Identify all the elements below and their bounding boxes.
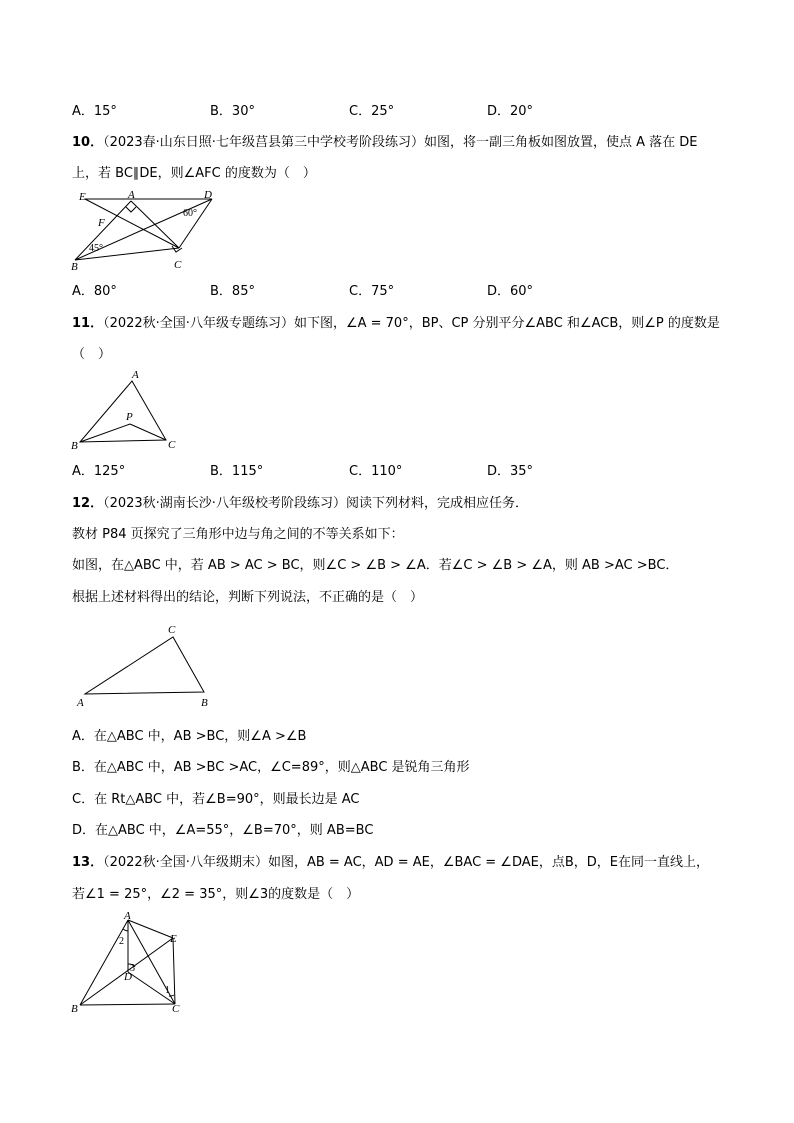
q13-stem-line1	[72, 854, 709, 872]
q11-label-c: C	[168, 439, 176, 451]
q12-material-2: 如图，在△ABC 中，若 AB > AC > BC，则∠C > ∠B > ∠A．若∠C > ∠B > ∠A，则 AB >AC >BC．	[72, 558, 679, 573]
q11-figure	[68, 368, 188, 453]
q11-number: 11．	[72, 316, 104, 331]
q11-option-a: A．125°	[72, 464, 126, 479]
q10-number: 10．	[72, 135, 104, 150]
q13-figure	[66, 908, 196, 1018]
q10-label-b: B	[71, 261, 78, 272]
q12-source: （2023秋·湖南长沙·八年级校考阶段练习）	[103, 496, 346, 511]
q12-option-b: B．在△ABC 中，AB >BC >AC，∠C=89°，则△ABC 是锐角三角形	[72, 760, 470, 775]
q13-label-a: A	[124, 910, 131, 922]
q12-option-a: A．在△ABC 中，AB >BC，则∠A >∠B	[72, 729, 307, 744]
q12-option-c: C．在 Rt△ABC 中，若∠B=90°，则最长边是 AC	[72, 792, 360, 807]
q11-label-p: P	[126, 411, 133, 423]
q11-stem-line2: （ ）	[72, 347, 112, 362]
q11-label-b: B	[71, 440, 78, 452]
q13-label-3: 3	[130, 963, 135, 974]
q13-label-1: 1	[165, 985, 170, 996]
q13-source: （2022秋·全国·八年级期末）	[103, 855, 268, 870]
q12-material-1: 教材 P84 页探究了三角形中边与角之间的不等关系如下：	[72, 527, 404, 542]
q13-label-e: E	[170, 933, 177, 945]
q11-source: （2022秋·全国·八年级专题练习）	[103, 316, 294, 331]
q13-number: 13．	[72, 855, 104, 870]
q11-label-a: A	[132, 369, 139, 381]
q11-option-b: B．115°	[210, 464, 264, 479]
q10-label-45: 45°	[89, 243, 103, 254]
q9-option-a: A．15°	[72, 104, 117, 119]
q10-option-a: A．80°	[72, 284, 117, 299]
q12-option-d: D．在△ABC 中，∠A=55°，∠B=70°，则 AB=BC	[72, 823, 374, 838]
q12-stem: 阅读下列材料，完成相应任务．	[345, 496, 528, 511]
q13-stem-line2: 若∠1 = 25°，∠2 = 35°，则∠3的度数是（ ）	[72, 887, 360, 902]
q10-option-c: C．75°	[349, 284, 395, 299]
q11-option-c: C．110°	[349, 464, 403, 479]
q13-stem-a: 如图，AB = AC，AD = AE，∠BAC = ∠DAE，点B，D，E在同一直线上，	[267, 855, 709, 870]
q10-label-e: E	[79, 191, 86, 203]
q12-label-a: A	[77, 697, 84, 709]
q10-stem-a: 如图，将一副三角板如图放置，使点 A 落在 DE	[423, 135, 698, 150]
q10-label-a: A	[128, 190, 135, 201]
q12-label-c: C	[168, 624, 176, 636]
q12-stem-line1	[72, 495, 528, 513]
q13-label-2: 2	[119, 936, 124, 947]
q10-figure	[68, 190, 228, 272]
q11-option-d: D．35°	[487, 464, 534, 479]
q10-option-b: B．85°	[210, 284, 255, 299]
q10-label-c: C	[174, 259, 182, 271]
q10-stem-line1	[72, 134, 697, 152]
q13-label-c: C	[172, 1003, 180, 1015]
q13-label-b: B	[71, 1003, 78, 1015]
q9-option-c: C．25°	[349, 104, 395, 119]
q12-number: 12．	[72, 496, 104, 511]
q10-label-d: D	[204, 190, 212, 201]
q12-figure	[68, 620, 228, 710]
q10-label-60: 60°	[183, 208, 197, 219]
q10-source: （2023春·山东日照·七年级莒县第三中学校考阶段练习）	[103, 135, 424, 150]
q9-option-b: B．30°	[210, 104, 255, 119]
q10-stem-line2: 上，若 BC∥DE，则∠AFC 的度数为（ ）	[72, 166, 316, 181]
q11-stem-line1	[72, 315, 720, 333]
q12-label-b: B	[201, 697, 208, 709]
q9-option-d: D．20°	[487, 104, 534, 119]
q12-material-3: 根据上述材料得出的结论，判断下列说法，不正确的是（ ）	[72, 590, 424, 605]
q10-option-d: D．60°	[487, 284, 534, 299]
q11-stem-a: 如下图，∠A = 70°，BP、CP 分别平分∠ABC 和∠ACB，则∠P 的度数是	[293, 316, 720, 331]
q13-label-d: D	[124, 971, 132, 983]
q10-label-f: F	[98, 217, 105, 229]
